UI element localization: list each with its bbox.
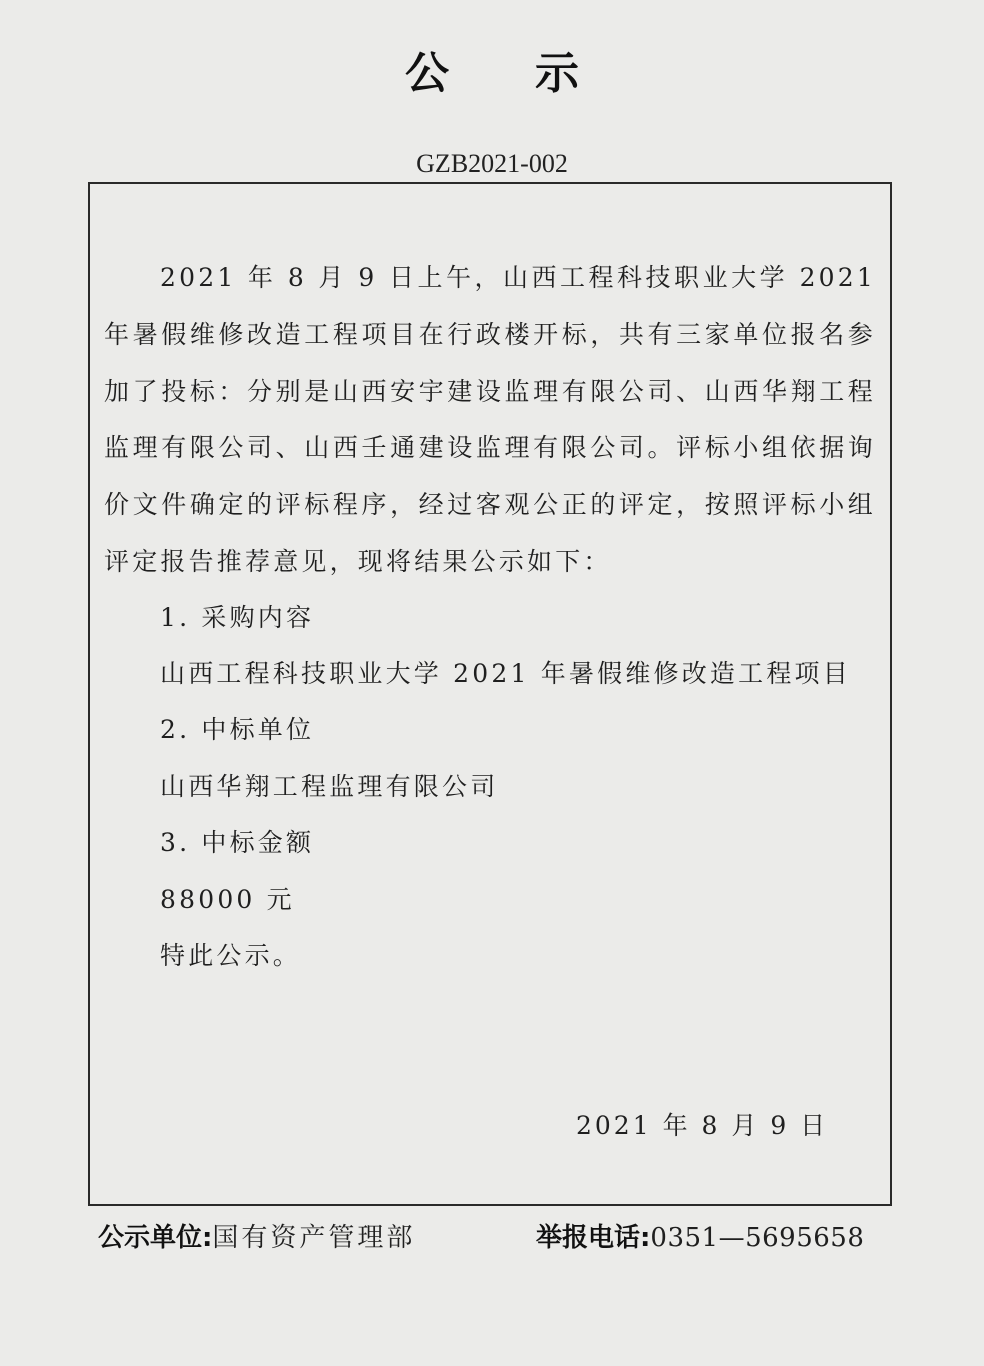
document-title: 公示 xyxy=(405,48,665,99)
report-phone xyxy=(536,1214,864,1262)
notice-date: 2021 年 8 月 9 日 xyxy=(576,1111,829,1140)
publishing-unit xyxy=(98,1214,415,1262)
item-value-winning-amount: 88000 元 xyxy=(160,885,295,914)
item-heading-winning-amount: 3. 中标金额 xyxy=(160,828,315,857)
notice-paragraph: 2021 年 8 月 9 日上午，山西工程科技职业大学 2021 年暑假维修改造工程项目在行政楼开标，共有三家单位报名参加了投标：分别是山西安宇建设监理有限公司、山西华翔工程监理有限公司、山西壬通建设监理有限公司。评标小组依据询价文件确定的评标程序，经过客观公正的评定，按照评标小组评定报告推荐意见，现将结果公示如下： xyxy=(104,263,876,576)
item-heading-procurement-content: 1. 采购内容 xyxy=(160,603,315,632)
item-heading-winning-bidder: 2. 中标单位 xyxy=(160,715,315,744)
publishing-unit-label: 公示单位: xyxy=(98,1223,213,1253)
report-phone-value: 0351—5695658 xyxy=(650,1223,865,1253)
publishing-unit-value: 国有资产管理部 xyxy=(212,1223,416,1253)
report-phone-label: 举报电话: xyxy=(536,1223,651,1253)
item-value-winning-bidder: 山西华翔工程监理有限公司 xyxy=(160,772,499,801)
item-value-procurement-content: 山西工程科技职业大学 2021 年暑假维修改造工程项目 xyxy=(160,659,851,688)
closing-statement: 特此公示。 xyxy=(160,941,302,970)
document-number: GZB2021-002 xyxy=(416,149,568,178)
